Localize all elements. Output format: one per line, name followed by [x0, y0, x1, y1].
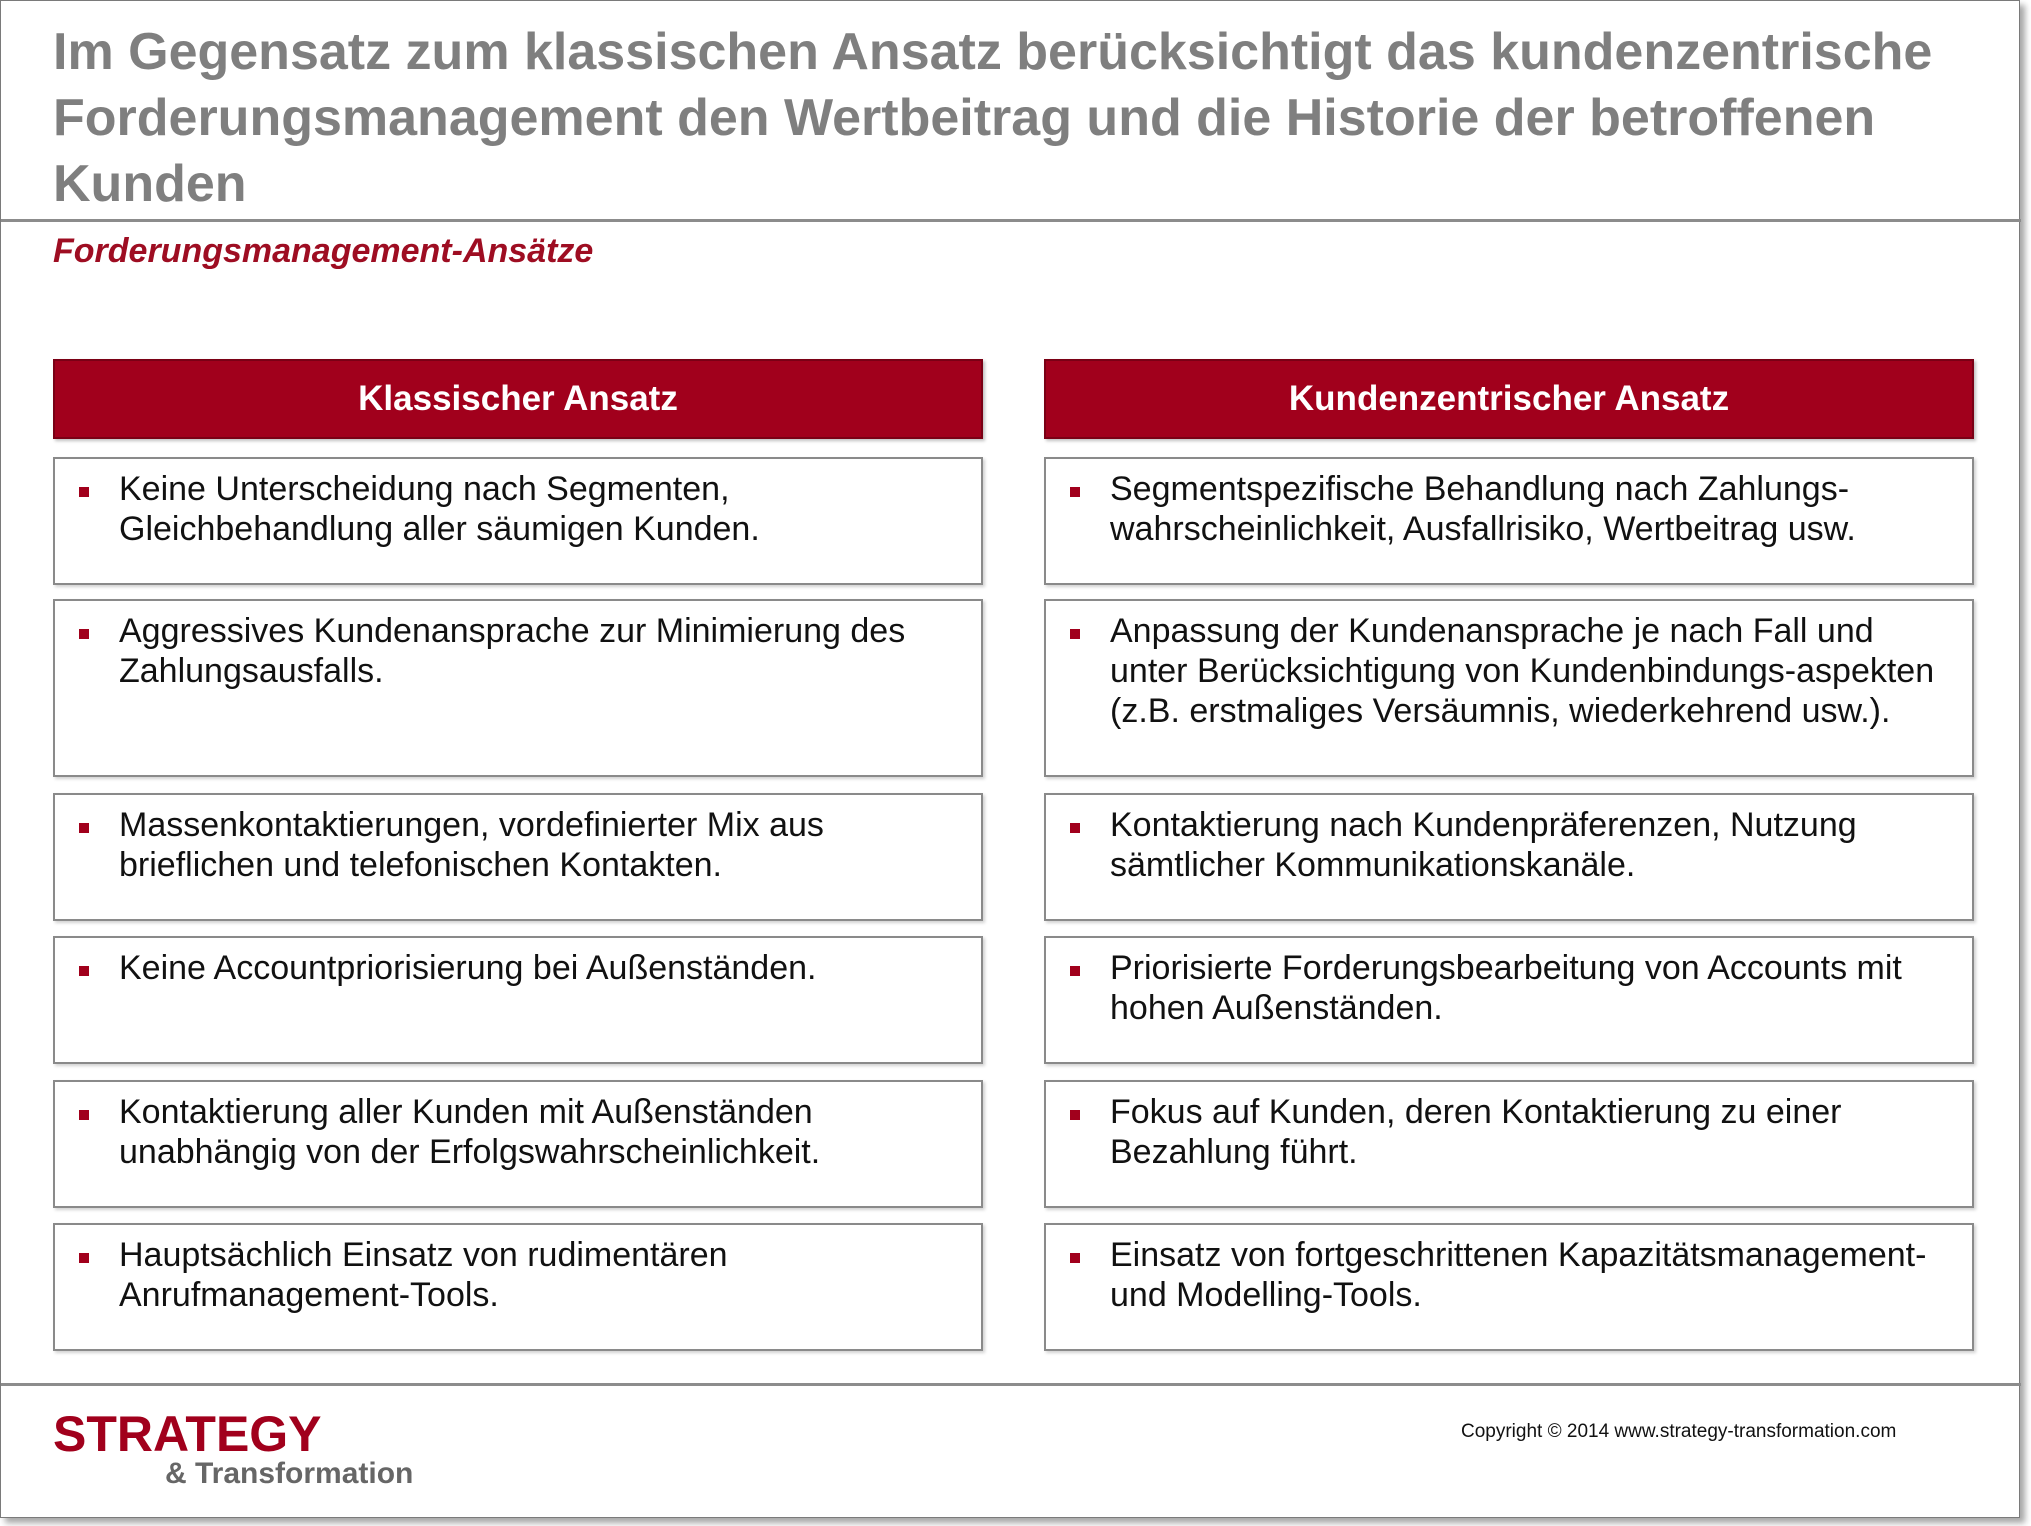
customer-centric-item-1 — [1044, 457, 1974, 585]
logo-strategy: STRATEGY — [53, 1406, 322, 1462]
customer-centric-item-5 — [1044, 1080, 1974, 1208]
customer-centric-item-4 — [1044, 936, 1974, 1064]
customer-centric-item-text: Einsatz von fortgeschrittenen Kapazitätsmanagement- und Modelling-Tools. — [1110, 1236, 1927, 1314]
bullet-square-icon — [1070, 1110, 1080, 1120]
bullet-square-icon — [1070, 966, 1080, 976]
customer-centric-item-6 — [1044, 1223, 1974, 1351]
classic-item-5 — [53, 1080, 983, 1208]
customer-centric-item-text: Anpassung der Kundenansprache je nach Fall und unter Berücksichtigung von Kundenbindungs-aspekten (z.B. erstmaliges Versäumnis, wiederkehrend usw.). — [1110, 612, 1935, 730]
bullet-square-icon — [79, 629, 89, 639]
bullet-square-icon — [1070, 629, 1080, 639]
customer-centric-item-text: Segmentspezifische Behandlung nach Zahlungs-wahrscheinlichkeit, Ausfallrisiko, Wertbeitrag usw. — [1110, 470, 1856, 548]
top-divider — [1, 219, 2021, 222]
classic-item-text: Hauptsächlich Einsatz von rudimentären Anrufmanagement-Tools. — [119, 1236, 728, 1314]
customer-centric-item-3 — [1044, 793, 1974, 921]
column-header-customer-centric: Kundenzentrischer Ansatz — [1044, 359, 1974, 439]
customer-centric-item-text: Kontaktierung nach Kundenpräferenzen, Nutzung sämtlicher Kommunikationskanäle. — [1110, 806, 1857, 884]
classic-item-text: Kontaktierung aller Kunden mit Außenständen unabhängig von der Erfolgswahrscheinlichkeit. — [119, 1093, 821, 1171]
bottom-divider — [1, 1383, 2021, 1386]
bullet-square-icon — [1070, 823, 1080, 833]
classic-item-text: Massenkontaktierungen, vordefinierter Mix aus brieflichen und telefonischen Kontakten. — [119, 806, 824, 884]
classic-item-1 — [53, 457, 983, 585]
column-header-classic: Klassischer Ansatz — [53, 359, 983, 439]
classic-item-4 — [53, 936, 983, 1064]
customer-centric-item-2 — [1044, 599, 1974, 777]
slide-subtitle: Forderungsmanagement-Ansätze — [53, 232, 594, 270]
bullet-square-icon — [79, 1253, 89, 1263]
logo-transformation: & Transformation — [165, 1457, 414, 1490]
customer-centric-item-text: Fokus auf Kunden, deren Kontaktierung zu einer Bezahlung führt. — [1110, 1093, 1842, 1171]
bullet-square-icon — [1070, 1253, 1080, 1263]
classic-item-text: Keine Accountpriorisierung bei Außenständen. — [119, 949, 817, 987]
bullet-square-icon — [79, 966, 89, 976]
classic-item-3 — [53, 793, 983, 921]
slide-title: Im Gegensatz zum klassischen Ansatz berücksichtigt das kundenzentrische Forderungsmanagement den Wertbeitrag und die Historie der betroffenen Kunden — [53, 23, 1933, 213]
bullet-square-icon — [79, 823, 89, 833]
bullet-square-icon — [79, 487, 89, 497]
bullet-square-icon — [1070, 487, 1080, 497]
classic-item-6 — [53, 1223, 983, 1351]
classic-item-text: Aggressives Kundenansprache zur Minimierung des Zahlungsausfalls. — [119, 612, 906, 690]
copyright-text: Copyright © 2014 www.strategy-transformation.com — [1461, 1421, 1897, 1442]
classic-item-text: Keine Unterscheidung nach Segmenten, Gleichbehandlung aller säumigen Kunden. — [119, 470, 760, 548]
customer-centric-item-text: Priorisierte Forderungsbearbeitung von Accounts mit hohen Außenständen. — [1110, 949, 1902, 1027]
bullet-square-icon — [79, 1110, 89, 1120]
classic-item-2 — [53, 599, 983, 777]
